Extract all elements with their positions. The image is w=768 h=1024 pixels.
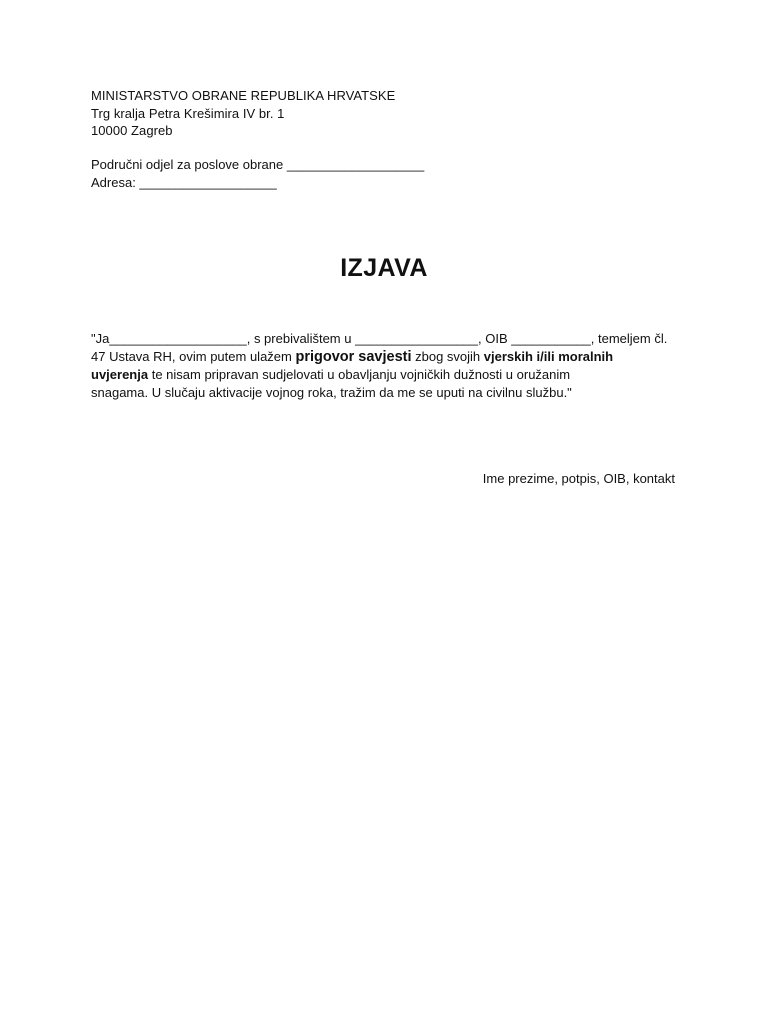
statement-emphasis-objection: prigovor savjesti xyxy=(295,349,412,365)
ministry-street: Trg kralja Petra Krešimira IV br. 1 xyxy=(91,105,285,121)
statement-line-3 xyxy=(91,366,691,384)
signature-line: Ime prezime, potpis, OIB, kontakt xyxy=(482,471,675,486)
statement-line-1: "Ja___________________, s prebivalištem u _________________, OIB ___________, temeljem čl. xyxy=(91,331,668,346)
statement-emphasis-convictions: uvjerenja xyxy=(91,367,149,382)
statement-text: zbog svojih xyxy=(411,349,484,364)
statement-line-2 xyxy=(91,348,691,366)
recipient-address-block xyxy=(91,87,395,140)
statement-emphasis-beliefs: vjerskih i/ili moralnih xyxy=(483,349,614,364)
statement-line-4: snagama. U slučaju aktivacije vojnog roka, tražim da me se uputi na civilnu službu." xyxy=(91,385,572,400)
ministry-name: MINISTARSTVO OBRANE REPUBLIKA HRVATSKE xyxy=(91,88,396,103)
statement-paragraph xyxy=(91,330,691,402)
ministry-city: 10000 Zagreb xyxy=(91,123,173,138)
regional-office-line: Područni odjel za poslove obrane ___________________ xyxy=(91,157,425,172)
regional-office-address-line: Adresa: ___________________ xyxy=(91,174,277,190)
regional-office-block xyxy=(91,156,424,191)
statement-text: te nisam pripravan sudjelovati u obavljanju vojničkih dužnosti u oružanim xyxy=(148,367,571,382)
document-title: IZJAVA xyxy=(340,254,428,282)
statement-text: 47 Ustava RH, ovim putem ulažem xyxy=(91,349,296,364)
